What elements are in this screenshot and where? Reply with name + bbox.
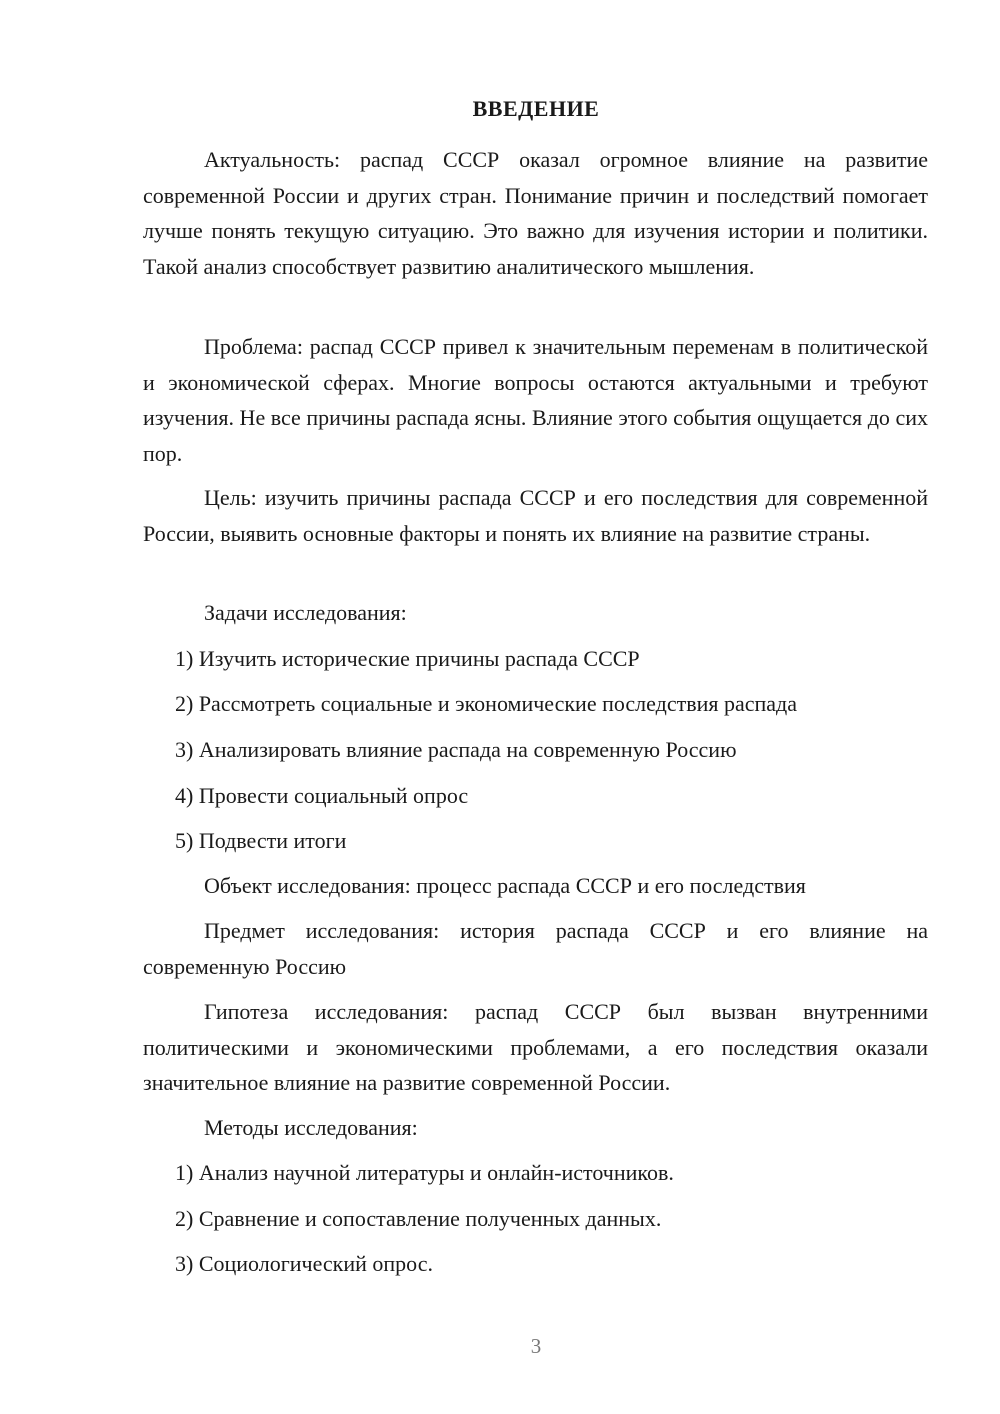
paragraph-relevance: Актуальность: распад СССР оказал огромное влияние на развитие современной России и других стран. Понимание причин и последствий помогает лучше понять текущую ситуацию. Это важно для изучения истории и политики. Такой анализ способствует развитию аналитического мышления. — [143, 147, 928, 279]
list-item-method-1: 1) Анализ научной литературы и онлайн-источников. — [175, 1160, 674, 1185]
paragraph-hypothesis: Гипотеза исследования: распад СССР был вызван внутренними политическими и экономическими проблемами, а его последствия оказали значительное влияние на развитие современной России. — [143, 999, 928, 1095]
research-object: Объект исследования: процесс распада СССР и его последствия — [204, 873, 806, 898]
list-item-task-2: 2) Рассмотреть социальные и экономические последствия распада — [175, 691, 798, 716]
list-item-task-4: 4) Провести социальный опрос — [175, 783, 469, 808]
list-item-task-3: 3) Анализировать влияние распада на современную Россию — [175, 737, 737, 762]
tasks-title: Задачи исследования: — [204, 600, 407, 625]
list-item-method-2: 2) Сравнение и сопоставление полученных данных. — [175, 1206, 662, 1231]
list-item-task-1: 1) Изучить исторические причины распада СССР — [175, 646, 640, 671]
list-item-method-3: 3) Социологический опрос. — [175, 1251, 433, 1276]
page-number: 3 — [530, 1334, 542, 1358]
section-heading: ВВЕДЕНИЕ — [472, 96, 600, 121]
list-item-task-5: 5) Подвести итоги — [175, 828, 347, 853]
paragraph-goal: Цель: изучить причины распада СССР и его последствия для современной России, выявить основные факторы и понять их влияние на развитие страны. — [143, 485, 928, 546]
paragraph-subject: Предмет исследования: история распада СССР и его влияние на современную Россию — [143, 918, 928, 979]
paragraph-problem: Проблема: распад СССР привел к значительным переменам в политической и экономической сферах. Многие вопросы остаются актуальными и требуют изучения. Не все причины распада ясны. Влияние этого события ощущается до сих пор. — [143, 334, 928, 466]
methods-title: Методы исследования: — [204, 1115, 418, 1140]
